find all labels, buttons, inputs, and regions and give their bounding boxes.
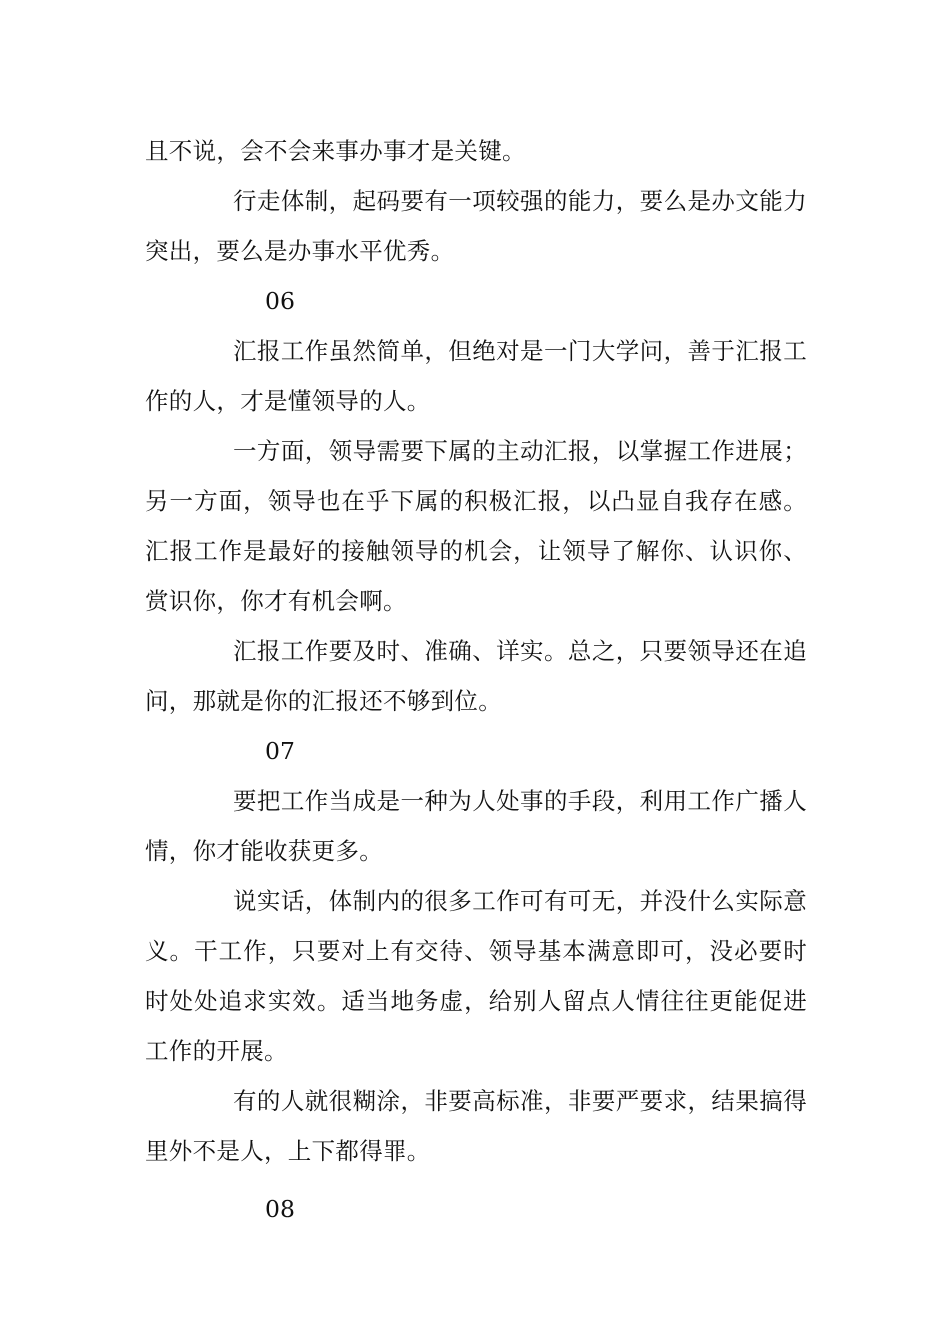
paragraph: 一方面，领导需要下属的主动汇报，以掌握工作进展；另一方面，领导也在乎下属的积极汇报，以凸显自我存在感。汇报工作是最好的接触领导的机会，让领导了解你、认识你、赏识你，你才有机会啊。 <box>145 437 807 615</box>
section-number-08: 08 <box>265 1195 295 1223</box>
section-number-07: 07 <box>265 737 295 765</box>
section-number-06: 06 <box>265 287 295 315</box>
paragraph: 说实话，体制内的很多工作可有可无，并没什么实际意义。干工作，只要对上有交待、领导基本满意即可，没必要时时处处追求实效。适当地务虚，给别人留点人情往往更能促进工作的开展。 <box>145 887 807 1065</box>
paragraph: 汇报工作要及时、准确、详实。总之，只要领导还在追问，那就是你的汇报还不够到位。 <box>145 637 807 715</box>
paragraph: 行走体制，起码要有一项较强的能力，要么是办文能力突出，要么是办事水平优秀。 <box>145 187 807 265</box>
paragraph: 汇报工作虽然简单，但绝对是一门大学问，善于汇报工作的人，才是懂领导的人。 <box>145 337 807 415</box>
paragraph-continuation: 且不说，会不会来事办事才是关键。 <box>145 137 526 165</box>
paragraph: 有的人就很糊涂，非要高标准，非要严要求，结果搞得里外不是人，上下都得罪。 <box>145 1087 807 1165</box>
document-body <box>145 126 807 1234</box>
paragraph: 要把工作当成是一种为人处事的手段，利用工作广播人情，你才能收获更多。 <box>145 787 807 865</box>
